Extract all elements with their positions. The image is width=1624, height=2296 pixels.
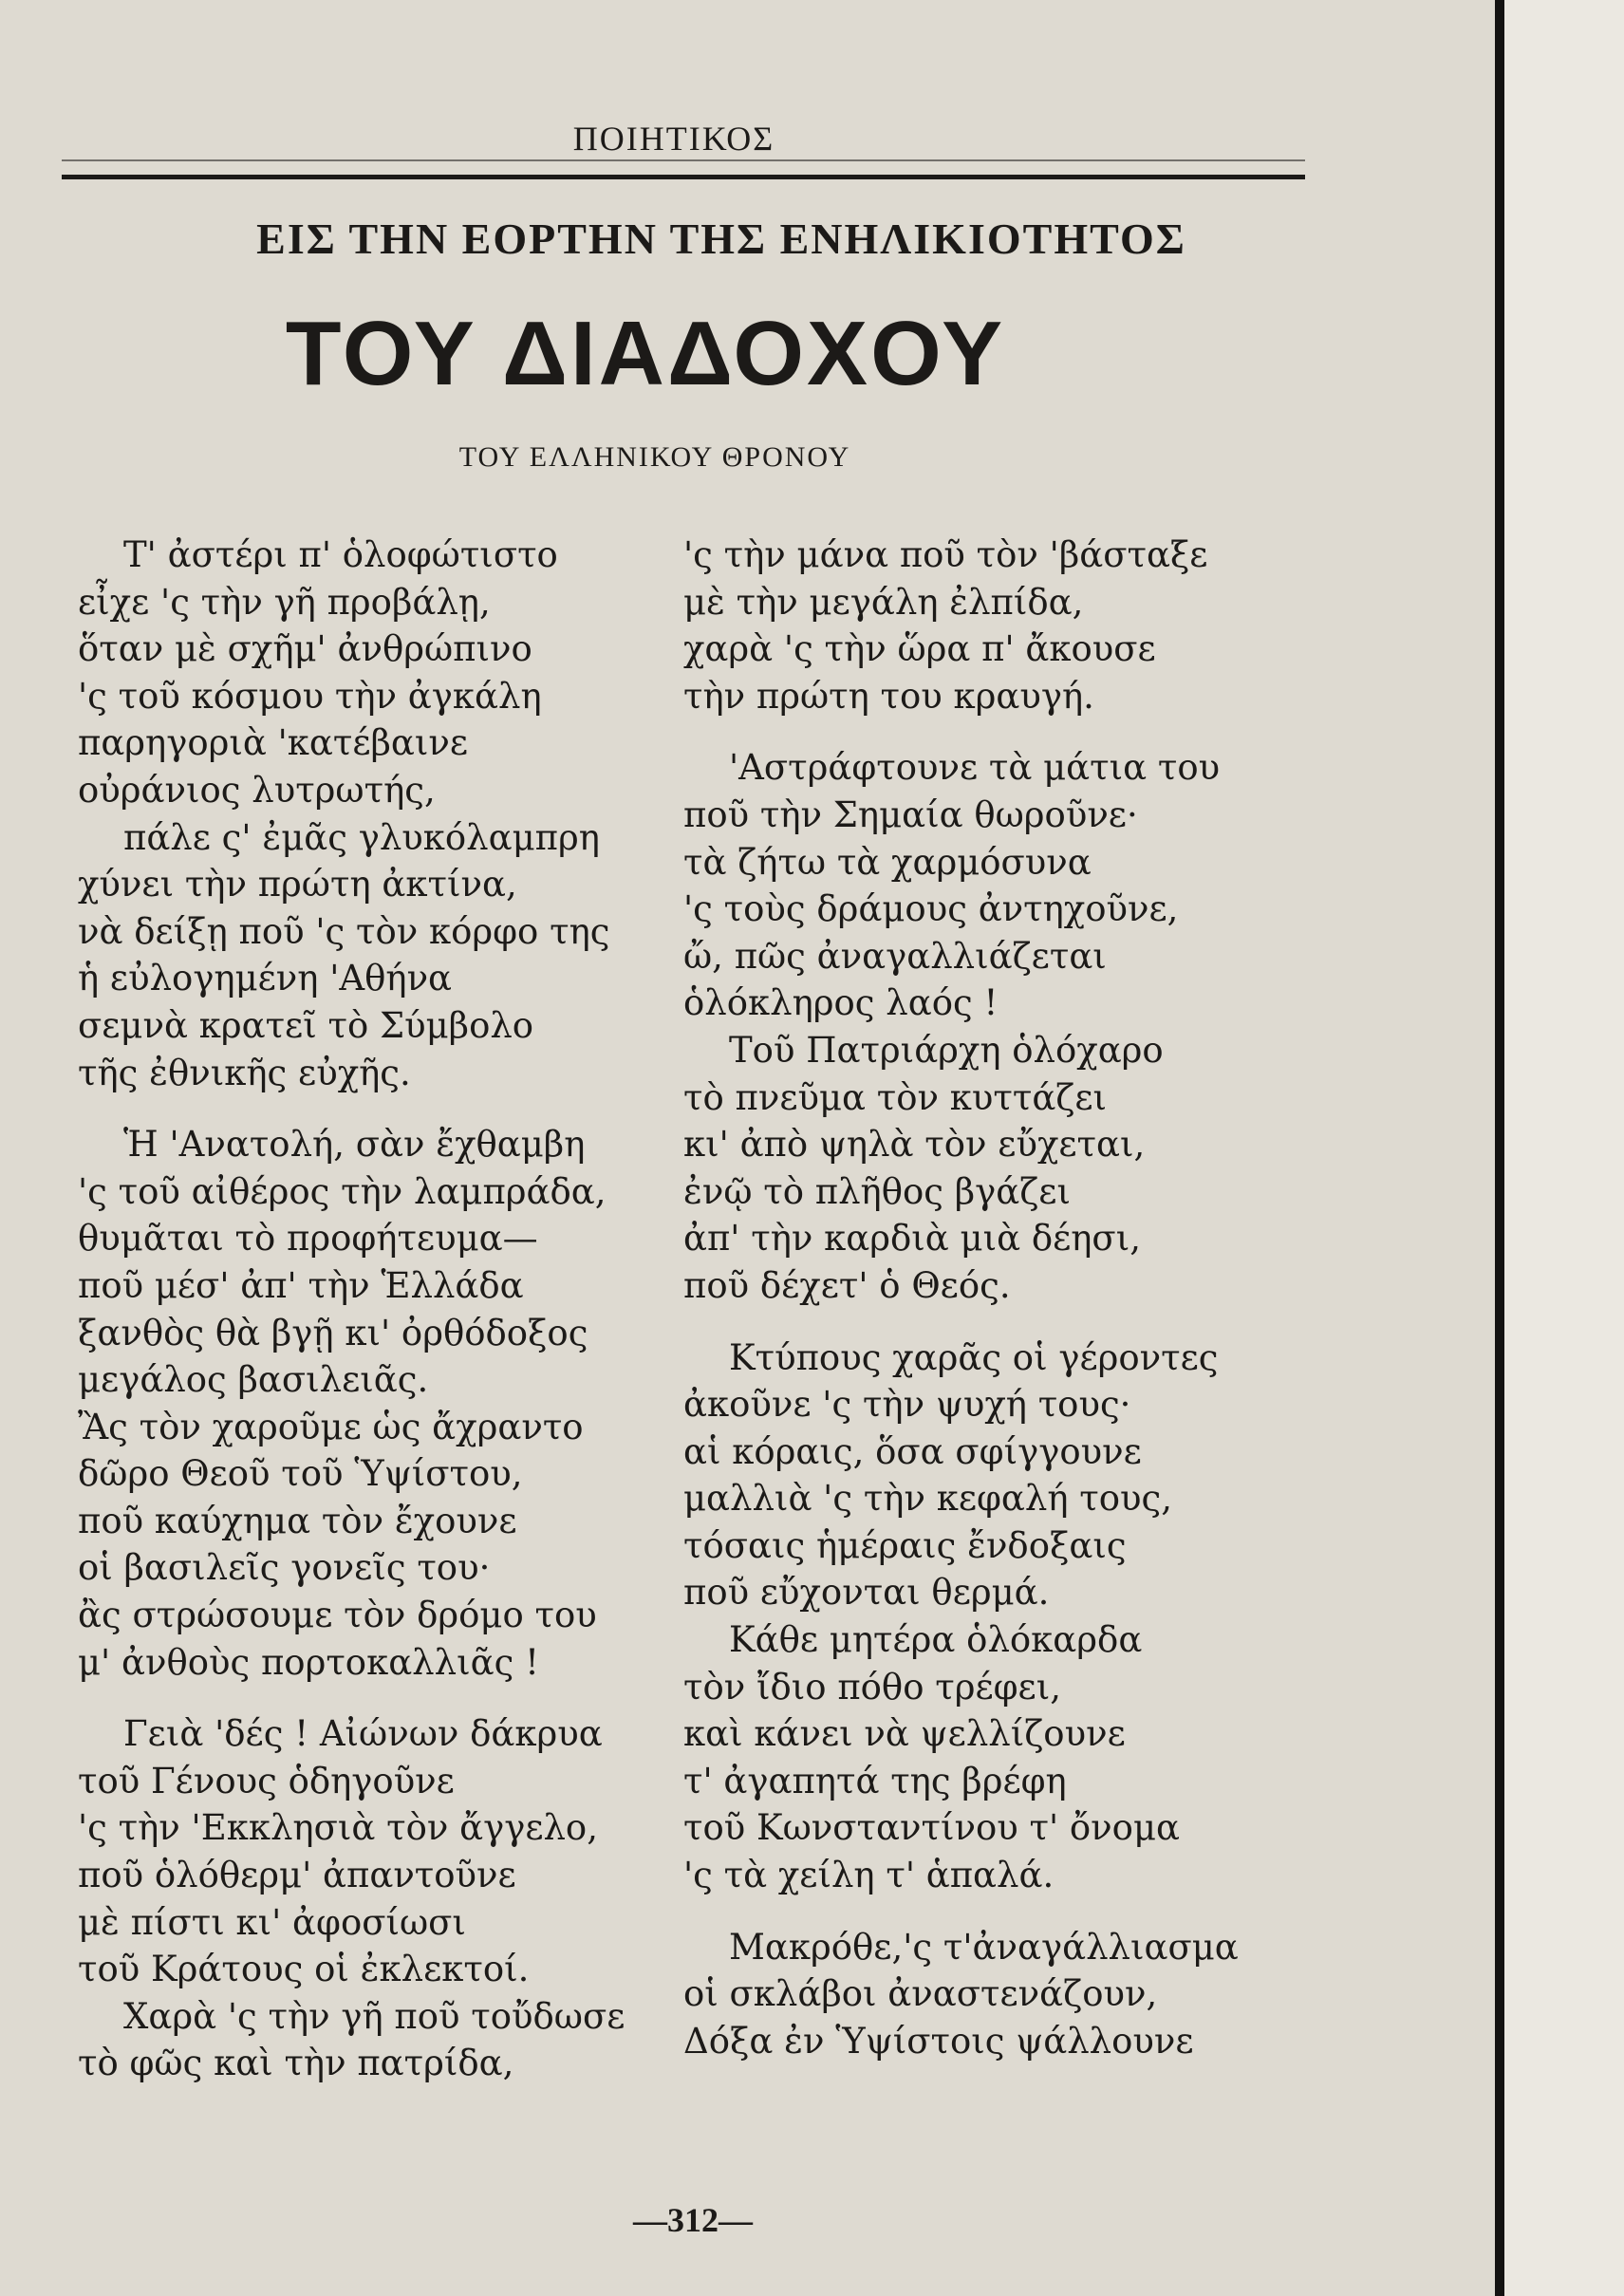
poem-line: ποῦ τὴν Σημαία θωροῦνε· bbox=[683, 793, 1138, 835]
poem-line: μὲ τὴν μεγάλη ἐλπίδα, bbox=[683, 581, 1084, 623]
poem-line: ἀπ' τὴν καρδιὰ μιὰ δέησι, bbox=[683, 1218, 1141, 1260]
title-line-1: ΕΙΣ ΤΗΝ ΕΟΡΤΗΝ ΤΗΣ ΕΝΗΛΙΚΙΟΤΗΤΟΣ bbox=[256, 215, 1186, 263]
stanza-gap bbox=[683, 1899, 1310, 1924]
poem-line: ποῦ ὁλόθερμ' ἀπαντοῦνε bbox=[78, 1855, 516, 1896]
poem-line: παρηγοριὰ 'κατέβαινε bbox=[78, 722, 469, 764]
poem-line: μὲ πίστι κι' ἀφοσίωσι bbox=[78, 1901, 466, 1943]
poem-line: Ἂς τὸν χαροῦμε ὡς ἄχραντο bbox=[78, 1406, 584, 1447]
poem-line: μ' ἀνθοὺς πορτοκαλλιᾶς ! bbox=[78, 1641, 539, 1683]
poem-line: ὁλόκληρος λαός ! bbox=[683, 982, 999, 1024]
poem-line: τοῦ Κωνσταντίνου τ' ὄνομα bbox=[683, 1807, 1180, 1849]
poem-right-column bbox=[683, 532, 1310, 2064]
poem-line: μαλλιὰ 'ς τὴν κεφαλή τους, bbox=[683, 1478, 1173, 1520]
poem-line: θυμᾶται τὸ προφήτευμα— bbox=[78, 1218, 538, 1260]
poem-line: ἀκοῦνε 'ς τὴν ψυχή τους· bbox=[683, 1384, 1131, 1426]
poem-line: 'ς τοῦ κόσμου τὴν ἀγκάλη bbox=[78, 675, 542, 717]
poem-line: αἱ κόραις, ὅσα σφίγγουνε bbox=[683, 1430, 1142, 1472]
poem-line: 'ς τὰ χείλη τ' ἁπαλά. bbox=[683, 1855, 1055, 1896]
poem-line: ἡ εὐλογημένη 'Αθήνα bbox=[78, 958, 453, 999]
poem-line: Κτύπους χαρᾶς οἱ γέροντες bbox=[729, 1336, 1219, 1378]
poem-line: δῶρο Θεοῦ τοῦ Ὑψίστου, bbox=[78, 1453, 523, 1495]
title-line-3: ΤΟΥ ΕΛΛΗΝΙΚΟΥ ΘΡΟΝΟΥ bbox=[458, 441, 851, 473]
poem-line: τοῦ Κράτους οἱ ἐκλεκτοί. bbox=[78, 1949, 530, 1990]
book-spine bbox=[1495, 0, 1504, 2296]
poem-line: πάλε ς' ἐμᾶς γλυκόλαμπρη bbox=[123, 816, 600, 858]
poem-line: Χαρὰ 'ς τὴν γῆ ποῦ τοὔδωσε bbox=[123, 1995, 625, 2037]
poem-line: κι' ἀπὸ ψηλὰ τὸν εὔχεται, bbox=[683, 1124, 1146, 1166]
page-number: —312— bbox=[633, 2201, 753, 2239]
poem-line: εἶχε 'ς τὴν γῆ προβάλῃ, bbox=[78, 581, 491, 623]
poem-line: τόσαις ἡμέραις ἔνδοξαις bbox=[683, 1524, 1127, 1566]
poem-line: ξανθὸς θὰ βγῇ κι' ὀρθόδοξος bbox=[78, 1312, 588, 1353]
poem-line: Δόξα ἐν Ὑψίστοις ψάλλουνε bbox=[683, 2020, 1194, 2062]
poem-line: τοῦ Γένους ὁδηγοῦνε bbox=[78, 1760, 455, 1801]
poem-line: τὴν πρώτη του κραυγή. bbox=[683, 675, 1094, 717]
poem-line: ποῦ μέσ' ἀπ' τὴν Ἑλλάδα bbox=[78, 1264, 524, 1306]
title-line-2: ΤΟΥ ΔΙΑΔΟΧΟΥ bbox=[285, 303, 1006, 404]
poem-line: Μακρόθε,'ς τ'ἀναγάλλιασμα bbox=[729, 1926, 1239, 1968]
poem-line: οἱ βασιλεῖς γονεῖς του· bbox=[78, 1547, 491, 1589]
poem-line: 'ς τὴν μάνα ποῦ τὸν 'βάσταξε bbox=[683, 534, 1208, 575]
poem-line: τὸν ἴδιο πόθο τρέφει, bbox=[683, 1666, 1061, 1708]
poem-line: 'ς τὴν 'Εκκλησιὰ τὸν ἄγγελο, bbox=[78, 1807, 598, 1849]
poem-line: σεμνὰ κρατεῖ τὸ Σύμβολο bbox=[78, 1004, 534, 1046]
poem-line: ὅταν μὲ σχῆμ' ἀνθρώπινο bbox=[78, 628, 532, 670]
poem-line: Τ' ἀστέρι π' ὁλοφώτιστο bbox=[123, 534, 558, 575]
poem-line: 'ς τοῦ αἰθέρος τὴν λαμπράδα, bbox=[78, 1170, 607, 1212]
poem-line: μεγάλος βασιλειᾶς. bbox=[78, 1359, 429, 1401]
header-rule-thin bbox=[62, 159, 1305, 161]
poem-line: ἐνῷ τὸ πλῆθος βγάζει bbox=[683, 1170, 1071, 1212]
stanza-gap bbox=[78, 1686, 676, 1710]
poem-line: τὰ ζήτω τὰ χαρμόσυνα bbox=[683, 841, 1092, 883]
poem-line: Τοῦ Πατριάρχη ὁλόχαρο bbox=[729, 1029, 1164, 1071]
stanza-gap bbox=[78, 1096, 676, 1121]
poem-line: Κάθε μητέρα ὁλόκαρδα bbox=[729, 1619, 1143, 1661]
stanza-gap bbox=[683, 1310, 1310, 1335]
poem-line: Ἡ 'Ανατολή, σὰν ἔχθαμβη bbox=[123, 1124, 586, 1166]
stanza-gap bbox=[683, 719, 1310, 744]
poem-line: ποῦ δέχετ' ὁ Θεός. bbox=[683, 1264, 1011, 1306]
header-rule-thick bbox=[62, 175, 1305, 179]
poem-line: ποῦ εὔχονται θερμά. bbox=[683, 1572, 1050, 1614]
poem-line: 'Αστράφτουνε τὰ μάτια του bbox=[729, 747, 1221, 789]
poem-line: οἱ σκλάβοι ἀναστενάζουν, bbox=[683, 1973, 1158, 2015]
poem-line: χαρὰ 'ς τὴν ὥρα π' ἄκουσε bbox=[683, 628, 1156, 670]
poem-line: οὐράνιος λυτρωτής, bbox=[78, 769, 436, 811]
poem-left-column bbox=[78, 532, 676, 2087]
poem-line: 'ς τοὺς δράμους ἀντηχοῦνε, bbox=[683, 888, 1179, 930]
poem-line: καὶ κάνει νὰ ψελλίζουνε bbox=[683, 1713, 1126, 1755]
poem-line: τὸ φῶς καὶ τὴν πατρίδα, bbox=[78, 2043, 514, 2084]
poem-line: τὸ πνεῦμα τὸν κυττάζει bbox=[683, 1076, 1108, 1118]
poem-line: τ' ἀγαπητά της βρέφη bbox=[683, 1760, 1067, 1801]
poem-line: χύνει τὴν πρώτη ἀκτίνα, bbox=[78, 864, 517, 905]
facing-page-margin bbox=[1504, 0, 1624, 2296]
poem-line: ποῦ καύχημα τὸν ἔχουνε bbox=[78, 1500, 517, 1541]
poem-line: Γειὰ 'δές ! Αἰώνων δάκρυα bbox=[123, 1713, 603, 1755]
poem-line: τῆς ἐθνικῆς εὐχῆς. bbox=[78, 1052, 411, 1093]
running-head: ΠΟΙΗΤΙΚΟΣ bbox=[572, 120, 775, 158]
poem-line: ὤ, πῶς ἀναγαλλιάζεται bbox=[683, 935, 1107, 977]
poem-line: ἂς στρώσουμε τὸν δρόμο του bbox=[78, 1595, 597, 1636]
poem-line: νὰ δείξῃ ποῦ 'ς τὸν κόρφο της bbox=[78, 910, 610, 952]
